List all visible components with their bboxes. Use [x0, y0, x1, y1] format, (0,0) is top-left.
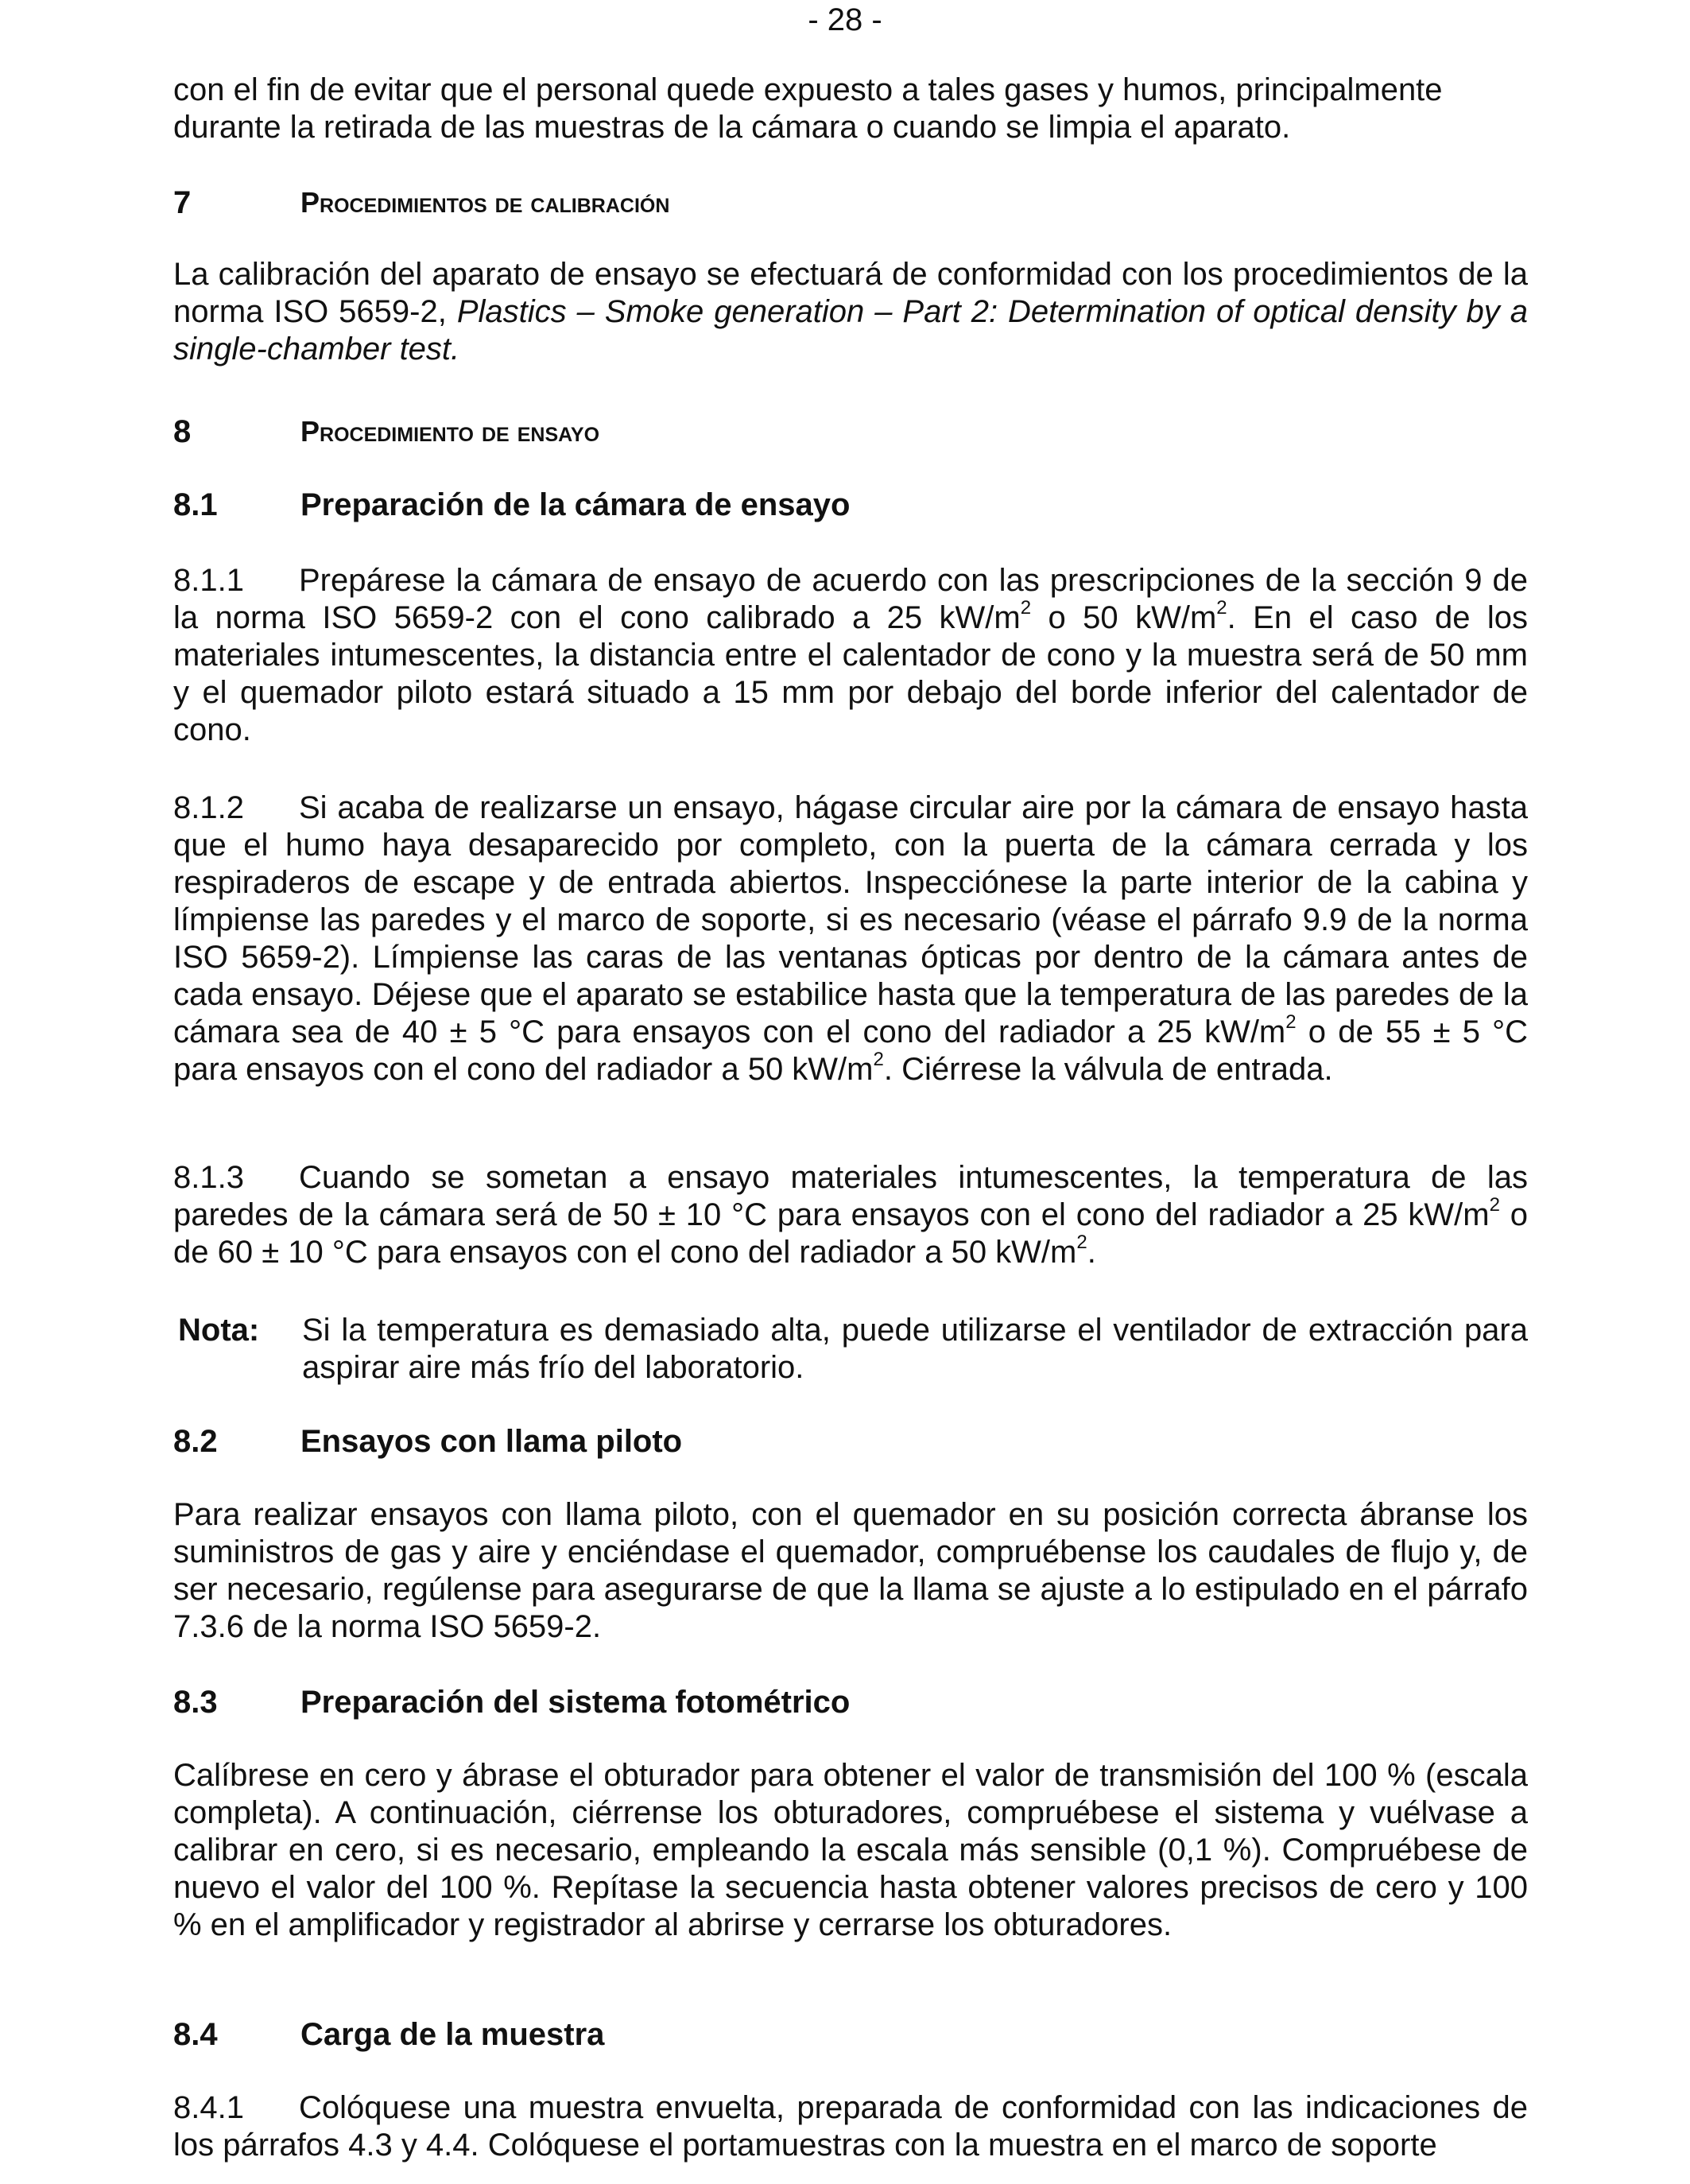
intro-line-2: durante la retirada de las muestras de la cámara o cuando se limpia el aparato.: [173, 110, 1291, 145]
superscript: 2: [1285, 1011, 1297, 1033]
section-8-title: Procedimiento de ensayo: [300, 415, 600, 448]
page-number: - 28 -: [808, 2, 882, 37]
paragraph-8-1-1-text-c: . En el caso de los materiales intumescentes, la distancia entre el calentador de cono y la muestra será de 50 mm y el quemador piloto estará situado a 15 mm por debajo del borde inferior del calentador de cono.: [173, 600, 1529, 747]
section-8-4-title: Carga de la muestra: [300, 2017, 605, 2052]
paragraph-8-1-3-text-a: Cuando se sometan a ensayo materiales intumescentes, la temperatura de las paredes de la cámara será de 50 ± 10 °C para ensayos con el cono del radiador a 25 kW/m: [173, 1160, 1528, 1232]
section-7-body-text: La calibración del aparato de ensayo se efectuará de conformidad con los procedimientos de la norma ISO 5659-2,: [173, 257, 1528, 329]
section-8-1-number: 8.1: [173, 487, 218, 522]
note-text: Si la temperatura es demasiado alta, puede utilizarse el ventilador de extracción para aspirar aire más frío del laboratorio.: [302, 1313, 1528, 1385]
superscript: 2: [1076, 1231, 1087, 1253]
paragraph-8-1-3-number: 8.1.3: [173, 1160, 244, 1195]
section-8-number: 8: [173, 414, 192, 449]
section-8-3-body: Calíbrese en cero y ábrase el obturador para obtener el valor de transmisión del 100 % (escala completa). A continuación, ciérrense los obturadores, compruébese el sistema y vuélvase a calibrar en cero, si es necesario, empleando la escala más sensible (0,1 %). Compruébese de nuevo el valor del 100 %. Repítase la secuencia hasta obtener valores precisos de cero y 100 % en el amplificador y registrador al abrirse y cerrarse los obturadores.: [173, 1758, 1528, 1942]
paragraph-8-1-1: [173, 562, 1528, 749]
superscript: 2: [1489, 1193, 1500, 1216]
section-8-3-number: 8.3: [173, 1685, 218, 1720]
paragraph-8-1-1-text-a: Prepárese la cámara de ensayo de acuerdo con las prescripciones de la sección 9 de la norma ISO 5659-2 con el cono calibrado a 25 kW/m: [173, 563, 1528, 635]
section-8-4-number: 8.4: [173, 2017, 218, 2052]
superscript: 2: [1020, 596, 1032, 619]
section-8-2-title: Ensayos con llama piloto: [300, 1424, 683, 1459]
paragraph-8-1-2-text-c: . Ciérrese la válvula de entrada.: [883, 1052, 1333, 1087]
section-7-body: [173, 256, 1528, 368]
paragraph-8-1-3-text-c: .: [1087, 1235, 1096, 1270]
paragraph-8-1-2-text-a: Si acaba de realizarse un ensayo, hágase circular aire por la cámara de ensayo hasta que el humo haya desaparecido por completo, con la puerta de la cámara cerrada y los respiraderos de escape y de entrada abiertos. Inspecciónese la parte interior de la cabina y límpiense las paredes y el marco de soporte, si es necesario (véase el párrafo 9.9 de la norma ISO 5659-2). Límpiense las caras de las ventanas ópticas por dentro de la cámara antes de cada ensayo. Déjese que el aparato se estabilice hasta que la temperatura de las paredes de la cámara sea de 40 ± 5 °C para ensayos con el cono del radiador a 25 kW/m: [173, 790, 1528, 1049]
superscript: 2: [1216, 596, 1227, 619]
paragraph-8-1-2: [173, 789, 1528, 1088]
section-7-number: 7: [173, 185, 192, 220]
note-label: Nota:: [178, 1313, 260, 1348]
paragraph-8-4-1-number: 8.4.1: [173, 2090, 244, 2125]
paragraph-8-1-2-text-b: o de 55 ± 5 °C para ensayos con el cono del radiador a 50 kW/m: [173, 1014, 1529, 1087]
section-8-3-title: Preparación del sistema fotométrico: [300, 1685, 851, 1720]
section-8-1-title: Preparación de la cámara de ensayo: [300, 487, 851, 522]
section-7-standard-title: Plastics – Smoke generation – Part 2: Determination of optical density by a single-chamber test.: [173, 294, 1528, 367]
paragraph-8-1-1-text-b: o 50 kW/m: [1031, 600, 1217, 635]
paragraph-8-1-3-text-b: o de 60 ± 10 °C para ensayos con el cono del radiador a 50 kW/m: [173, 1197, 1528, 1270]
section-8-2-body: Para realizar ensayos con llama piloto, con el quemador en su posición correcta ábranse los suministros de gas y aire y enciéndase el quemador, compruébense los caudales de flujo y, de ser necesario, regúlense para asegurarse de que la llama se ajuste a lo estipulado en el párrafo 7.3.6 de la norma ISO 5659-2.: [173, 1497, 1528, 1644]
section-7-title: Procedimientos de calibración: [300, 186, 670, 219]
paragraph-8-1-2-number: 8.1.2: [173, 790, 244, 825]
intro-line-1: con el fin de evitar que el personal quede expuesto a tales gases y humos, principalmente: [173, 72, 1443, 107]
superscript: 2: [873, 1048, 884, 1070]
paragraph-8-4-1: [173, 2089, 1528, 2164]
paragraph-8-1-3: [173, 1159, 1528, 1271]
paragraph-8-4-1-text: Colóquese una muestra envuelta, preparada de conformidad con las indicaciones de los párrafos 4.3 y 4.4. Colóquese el portamuestras con la muestra en el marco de soporte: [173, 2090, 1528, 2163]
section-8-2-number: 8.2: [173, 1424, 218, 1459]
paragraph-8-1-1-number: 8.1.1: [173, 563, 244, 598]
